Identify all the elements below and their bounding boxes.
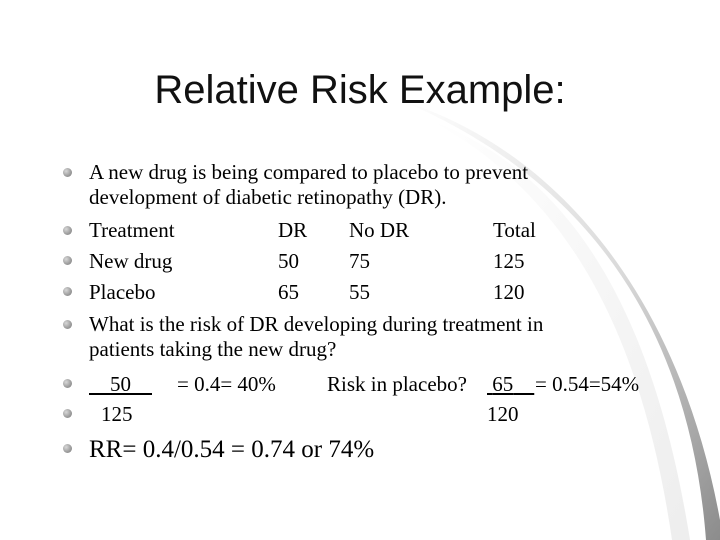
intro-line-2: development of diabetic retinopathy (DR). xyxy=(89,185,447,209)
bullet-icon xyxy=(63,256,72,265)
row-no-dr: 75 xyxy=(349,249,370,273)
table-row xyxy=(89,280,543,304)
bullet-icon xyxy=(63,320,72,329)
header-treatment: Treatment xyxy=(89,218,175,242)
slide-title: Relative Risk Example: xyxy=(154,68,566,112)
table-header-row xyxy=(89,218,543,242)
denominator-row xyxy=(89,402,669,426)
bullet-icon xyxy=(63,409,72,418)
row-dr: 65 xyxy=(278,280,299,304)
drug-result: = 0.4= 40% xyxy=(177,372,276,396)
row-no-dr: 55 xyxy=(349,280,370,304)
question-line-2: patients taking the new drug? xyxy=(89,337,337,361)
row-treatment: New drug xyxy=(89,249,173,273)
table-row xyxy=(89,249,543,273)
drug-numerator: 50 xyxy=(110,372,131,396)
calculation-row xyxy=(89,372,669,396)
question-line-1: What is the risk of DR developing during treatment in xyxy=(89,312,544,336)
header-dr: DR xyxy=(278,218,308,242)
placebo-denominator: 120 xyxy=(487,402,519,426)
bullet-icon xyxy=(63,287,72,296)
row-treatment: Placebo xyxy=(89,280,156,304)
header-no-dr: No DR xyxy=(349,218,410,242)
drug-denominator: 125 xyxy=(101,402,133,426)
bullet-icon xyxy=(63,379,72,388)
row-total: 120 xyxy=(493,280,525,304)
bullet-icon xyxy=(63,444,72,453)
placebo-result: = 0.54=54% xyxy=(535,372,640,396)
bullet-icon xyxy=(63,226,72,235)
intro-line-1: A new drug is being compared to placebo to prevent xyxy=(89,160,529,184)
row-dr: 50 xyxy=(278,249,299,273)
relative-risk-result: RR= 0.4/0.54 = 0.74 or 74% xyxy=(89,436,375,463)
row-total: 125 xyxy=(493,249,525,273)
bullet-icon xyxy=(63,168,72,177)
placebo-numerator: 65 xyxy=(492,372,514,396)
header-total: Total xyxy=(493,218,536,242)
placebo-label: Risk in placebo? xyxy=(327,372,467,396)
